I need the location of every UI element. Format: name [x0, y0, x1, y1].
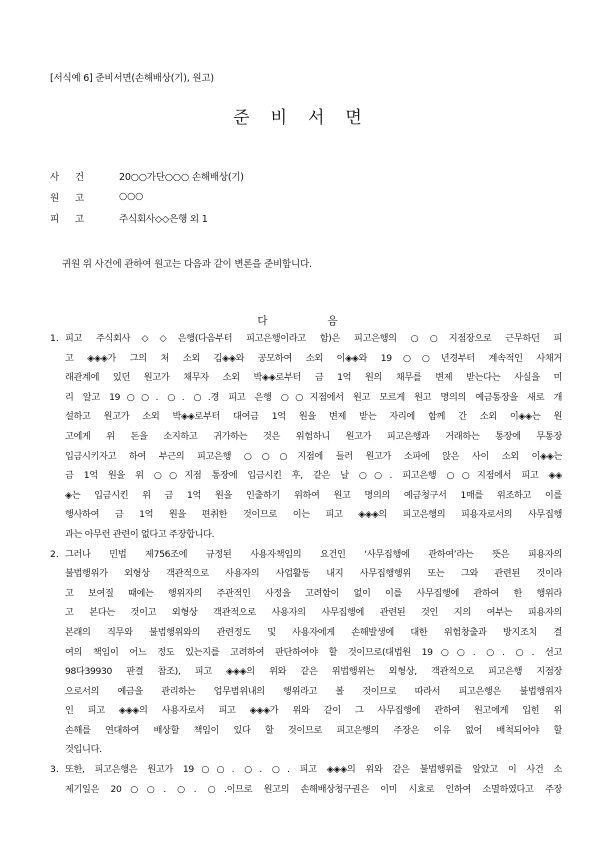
text-line: 그러나 민법 제756조에 규정된 사용자책임의 요건인 ‘사무집행에 관하여’라는 뜻은 피용자의	[65, 548, 562, 560]
text-line: 리 알고 19○○. ○. ○.경 피고 은행 ○○지점에서 원고 모르게 원고 명의의 예금통장을 새로 개	[65, 391, 562, 403]
label-char: 고	[74, 192, 84, 204]
text-line: 또한, 피고은행은 원고가 19○○. ○. ○. 피고 ◈◈◈의 위와 같은 불법행위를 알았고 이 사건 소	[65, 764, 562, 776]
text-line: 여의 책임이 어느 정도 있는지를 고려하여 판단하여야 할 것이므로(대법원 19○○. ○. ○. 선고	[65, 646, 562, 658]
case-label	[50, 169, 84, 183]
text-line: 제기일은 20○○. ○. ○.이므로 원고의 손해배상청구권은 이미 시효로 인하여 소멸하였다고 주장	[65, 783, 562, 795]
text-line: ◈는 입금시킨 위 금 1억 원을 인출하기 위하여 원고 명의의 예금청구서 1매를 위조하고 이를	[65, 489, 562, 501]
text-line: 손해를 연대하여 배상할 책임이 있다 할 것이므로 피고은행의 주장은 이유 없어 배척되어야 할	[65, 724, 562, 736]
plaintiff-row	[50, 186, 244, 207]
argument-item	[50, 545, 562, 761]
text-line: 래관계에 있던 원고가 채무자 소외 박◈◈로부터 금 1억 원의 채무를 변제 받는다는 사실을 미	[65, 372, 562, 384]
text-line: 고 보여질 때에는 행위자의 주관적인 사정을 고려함이 없이 이를 사무집행에 관하여 한 행위라	[65, 587, 562, 599]
case-value: 20○○가단○○○ 손해배상(기)	[119, 171, 244, 183]
defendant-value: 주식회사◇◇은행 외 1	[119, 213, 208, 225]
text-line: 고에게 위 돈을 소지하고 귀가하는 것은 위험하니 원고가 피고은행과 거래하는 통장에 무통장	[65, 430, 562, 442]
text-line: 고 본다는 것이고 외형상 객관적으로 사용자의 사무집행에 관련된 것인 지의 여부는 피용자의	[65, 607, 562, 619]
label-char: 피	[50, 213, 60, 225]
label-char: 사	[50, 171, 60, 183]
text-line: 것입니다.	[65, 744, 102, 756]
text-line: 고 ◈◈◈가 그의 처 소외 김◈◈와 공모하여 소외 이◈◈와 19○○년경부터 계속적인 사채거	[65, 352, 562, 364]
argument-list	[50, 329, 562, 799]
intro-paragraph: 귀원 위 사건에 관하여 원고는 다음과 같이 변론을 준비합니다.	[62, 259, 312, 270]
label-char: 원	[50, 192, 60, 204]
item-number: 1.	[50, 333, 59, 344]
defendant-label	[50, 211, 84, 225]
case-info	[50, 165, 244, 228]
text-line: 불법행위가 외형상 객관적으로 사용자의 사업활동 내지 사무집행행위 또는 그와 관련된 것이라	[65, 568, 562, 580]
text-line: 으로서의 예금을 관리하는 업무범위내의 행위라고 볼 것이므로 따라서 피고은행은 불법행위자	[65, 685, 562, 697]
text-line: 행사하여 금 1억 원을 편취한 것이므로 이는 피고 ◈◈◈의 피고은행의 피용자로서의 사무집행	[65, 509, 562, 521]
text-line: 인 피고 ◈◈◈의 사용자로서 피고 ◈◈◈가 위와 같이 그 사무집행에 관하여 원고에게 입힌 위	[65, 705, 562, 717]
document-title: 준비서면	[233, 108, 383, 128]
plaintiff-label	[50, 190, 84, 204]
text-line: 피고 주식회사◇◇은행(다음부터 피고은행이라고 함)은 피고은행의 ○○지점장으로 근무하던 피	[65, 333, 562, 344]
text-line: 본래의 직무와 불법행위와의 관련정도 및 사용자에게 손해발생에 대한 위험창출과 방지조치 결	[65, 626, 562, 638]
item-number: 3.	[50, 764, 59, 776]
defendant-row	[50, 207, 244, 228]
text-line: 입금시키자고 하여 부근의 피고은행 ○○○지점에 들러 원고가 소파에 앉은 사이 소외 이◈◈는	[65, 450, 562, 462]
argument-item	[50, 760, 562, 799]
text-line: 금 1억 원을 위 ○○지점 통장에 입금시킨 후, 같은 날 ○○. 피고은행 ○○지점에서 피고 ◈◈	[65, 470, 562, 482]
case-row	[50, 165, 244, 186]
plaintiff-value: ○○○	[119, 191, 144, 202]
label-char: 고	[74, 213, 84, 225]
form-label: [서식예 6] 준비서면(손해배상(기), 원고)	[50, 73, 214, 84]
argument-item	[50, 329, 562, 545]
section-heading: 다음	[257, 315, 398, 327]
item-number: 2.	[50, 548, 59, 560]
text-line: 설하고 원고가 소외 박◈◈로부터 대여금 1억 원을 변제 받는 자리에 함께 간 소외 이◈◈는 원	[65, 411, 562, 423]
text-line: 과는 아무런 관련이 없다고 주장합니다.	[65, 528, 215, 540]
label-char: 건	[74, 171, 84, 183]
text-line: 98다39930 판결 참조), 피고 ◈◈◈의 위와 같은 위법행위는 외형상, 객관적으로 피고은행 지점장	[65, 666, 562, 678]
